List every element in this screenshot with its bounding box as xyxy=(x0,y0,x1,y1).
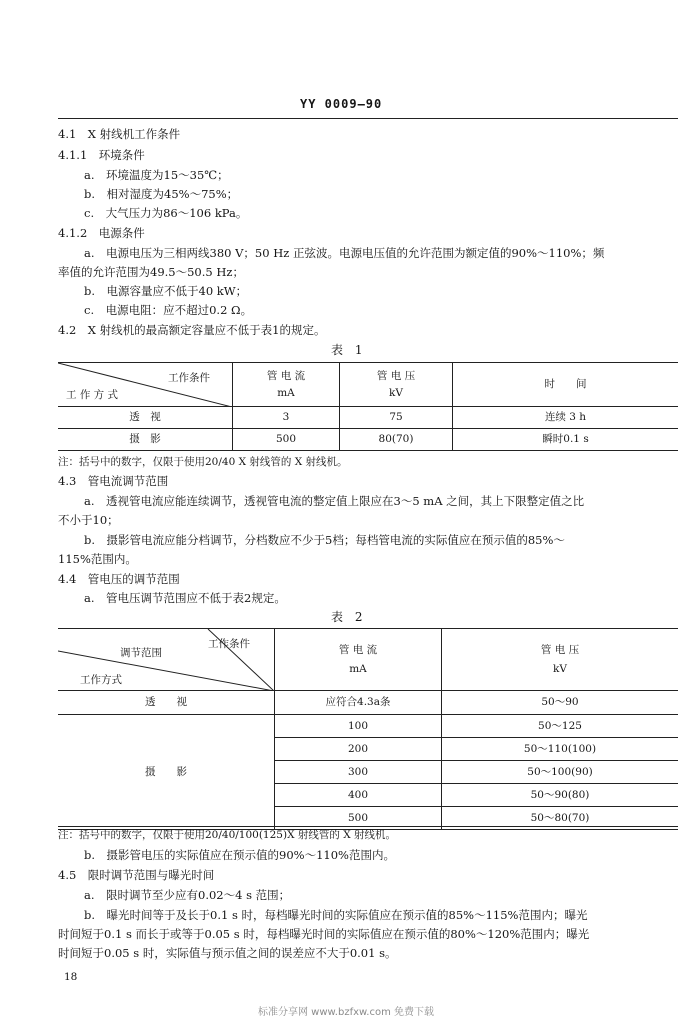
table-2-header-current-label: 管 电 流 xyxy=(338,643,378,656)
document-code: YY 0009—90 xyxy=(300,97,383,111)
table-2-corner-cell xyxy=(58,629,275,691)
table-row xyxy=(58,429,678,451)
table-1-voltage: 75 xyxy=(340,407,453,429)
header-rule xyxy=(58,118,678,119)
clause-fluoro-current-cont: 不小于10； xyxy=(58,513,119,527)
table-2-current: 100 xyxy=(275,715,442,738)
table-2-fluoro-voltage: 50～90 xyxy=(442,691,679,715)
table-2-corner-top-label: 工作条件 xyxy=(208,638,250,650)
clause-exposure-time-cont-1: 时间短于0.1 s 而长于或等于0.05 s 时，每档曝光时间的实际值应在预示值的80%～120%范围内；曝光 xyxy=(58,927,590,941)
table-1-time: 瞬时0.1 s xyxy=(453,429,679,451)
table-1-time: 连续 3 h xyxy=(453,407,679,429)
table-2-current: 400 xyxy=(275,784,442,807)
table-2-current: 300 xyxy=(275,761,442,784)
table-2-bottom-rule xyxy=(58,826,678,827)
table-2-voltage: 50～100(90) xyxy=(442,761,679,784)
table-1-mode: 摄 影 xyxy=(58,429,233,451)
clause-radio-current-cont: 115%范围内。 xyxy=(58,552,137,566)
table-2-fluoro-mode: 透 视 xyxy=(58,691,275,715)
table-1-header-time: 时 间 xyxy=(453,363,679,407)
table-2-corner-bottom-label: 工作方式 xyxy=(80,674,122,686)
section-4-3-heading: 4.3 管电流调节范围 xyxy=(58,474,169,488)
table-2-header-voltage xyxy=(442,629,679,691)
table-1-header-current-label: 管 电 流 xyxy=(266,369,306,382)
section-4-1-heading: 4.1 X 射线机工作条件 xyxy=(58,127,181,141)
clause-pressure: c. 大气压力为86～106 kPa。 xyxy=(84,206,248,220)
watermark: 标准分享网 www.bzfxw.com 免费下载 xyxy=(258,1007,434,1018)
table-1-header-current xyxy=(233,363,340,407)
table-2-caption: 表 2 xyxy=(331,610,367,624)
table-1-header-voltage-unit: kV xyxy=(389,386,403,399)
clause-power-voltage: a. 电源电压为三相两线380 V；50 Hz 正弦波。电源电压值的允许范围为额定值的90%～110%；频 xyxy=(84,246,605,260)
table-2-header-voltage-unit: kV xyxy=(553,662,567,675)
table-1-caption: 表 1 xyxy=(331,343,367,357)
section-4-2-text: 4.2 X 射线机的最高额定容量应不低于表1的规定。 xyxy=(58,323,326,337)
table-2-fluoro-current: 应符合4.3a条 xyxy=(275,691,442,715)
table-1-bottom-rule xyxy=(58,450,678,451)
clause-power-voltage-cont: 率值的允许范围为49.5～50.5 Hz； xyxy=(58,265,244,279)
table-2-current: 500 xyxy=(275,807,442,830)
section-4-1-2-heading: 4.1.2 电源条件 xyxy=(58,226,145,240)
table-2-voltage: 50～90(80) xyxy=(442,784,679,807)
table-1-header-voltage xyxy=(340,363,453,407)
table-2-radio-mode: 摄 影 xyxy=(58,715,275,830)
table-1-voltage: 80(70) xyxy=(340,429,453,451)
table-2-note: 注：括号中的数字，仅限于使用20/40/100(125)X 射线管的 X 射线机。 xyxy=(58,829,397,841)
table-1-header-voltage-label: 管 电 压 xyxy=(376,369,416,382)
clause-power-capacity: b. 电源容量应不低于40 kW； xyxy=(84,284,248,298)
clause-temperature: a. 环境温度为15～35℃； xyxy=(84,168,229,182)
clause-exposure-time: b. 曝光时间等于及长于0.1 s 时，每档曝光时间的实际值应在预示值的85%～115%范围内；曝光 xyxy=(84,908,588,922)
clause-exposure-time-cont-2: 时间短于0.05 s 时，实际值与预示值之间的误差应不大于0.01 s。 xyxy=(58,946,397,960)
table-1-header-current-unit: mA xyxy=(277,386,295,399)
table-2-header-current-unit: mA xyxy=(349,662,367,675)
table-row xyxy=(58,407,678,429)
table-1-current: 500 xyxy=(233,429,340,451)
table-row xyxy=(58,691,678,715)
table-2-corner-mid-label: 调节范围 xyxy=(120,647,162,659)
table-2-voltage: 50～125 xyxy=(442,715,679,738)
table-1-corner-cell xyxy=(58,363,233,407)
clause-humidity: b. 相对湿度为45%～75%； xyxy=(84,187,239,201)
table-1 xyxy=(58,362,678,451)
clause-fluoro-current: a. 透视管电流应能连续调节，透视管电流的整定值上限应在3～5 mA 之间，其上下限整定值之比 xyxy=(84,494,585,508)
table-row xyxy=(58,715,678,738)
table-2-voltage: 50～110(100) xyxy=(442,738,679,761)
table-2-voltage: 50～80(70) xyxy=(442,807,679,830)
clause-radio-voltage-accuracy: b. 摄影管电压的实际值应在预示值的90%～110%范围内。 xyxy=(84,848,395,862)
section-4-4-heading: 4.4 管电压的调节范围 xyxy=(58,572,180,586)
section-4-5-heading: 4.5 限时调节范围与曝光时间 xyxy=(58,868,215,882)
clause-radio-current: b. 摄影管电流应能分档调节，分档数应不少于5档；每档管电流的实际值应在预示值的85%～ xyxy=(84,533,565,547)
table-2-header-voltage-label: 管 电 压 xyxy=(540,643,580,656)
table-1-current: 3 xyxy=(233,407,340,429)
table-1-corner-bottom-label: 工 作 方 式 xyxy=(66,389,119,401)
clause-voltage-range: a. 管电压调节范围应不低于表2规定。 xyxy=(84,591,286,605)
table-2-header-current xyxy=(275,629,442,691)
clause-timer-range: a. 限时调节至少应有0.02～4 s 范围； xyxy=(84,888,291,902)
table-2-current: 200 xyxy=(275,738,442,761)
page-number: 18 xyxy=(64,971,78,983)
clause-power-resistance: c. 电源电阻：应不超过0.2 Ω。 xyxy=(84,303,253,317)
section-4-1-1-heading: 4.1.1 环境条件 xyxy=(58,148,145,162)
table-1-note: 注：括号中的数字，仅限于使用20/40 X 射线管的 X 射线机。 xyxy=(58,456,348,468)
table-1-corner-top-label: 工作条件 xyxy=(168,372,210,384)
table-1-mode: 透 视 xyxy=(58,407,233,429)
table-2 xyxy=(58,628,678,830)
